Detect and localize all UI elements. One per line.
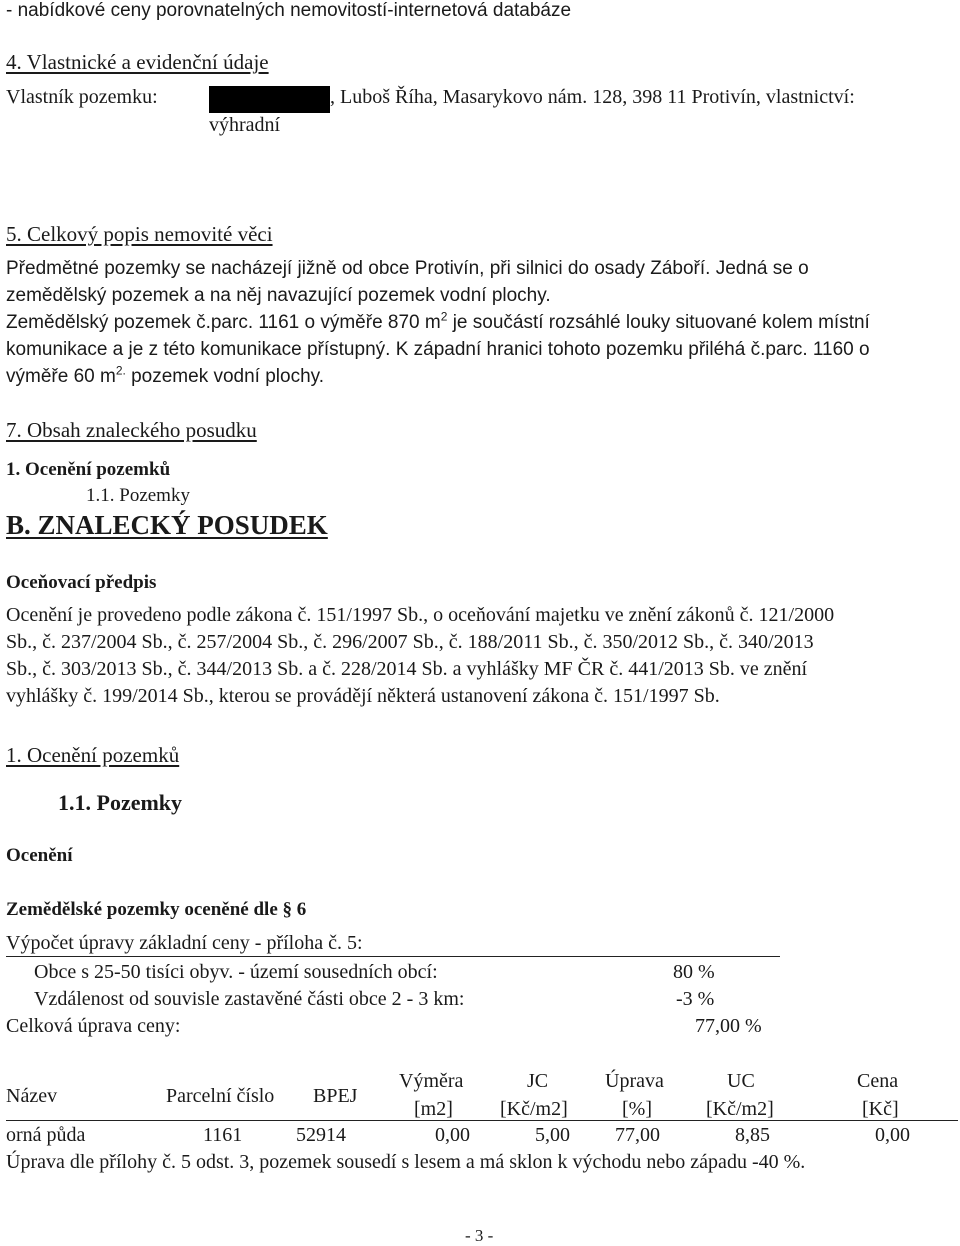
owner-text: , Luboš Říha, Masarykovo nám. 128, 398 11 Protivín, vlastnictví: (330, 86, 855, 108)
section-7-heading: 7. Obsah znaleckého posudku (6, 418, 257, 442)
part-b-heading: B. ZNALECKÝ POSUDEK (6, 510, 328, 540)
table-note: Úprava dle přílohy č. 5 odst. 3, pozemek sousedí s lesem a má sklon k východu nebo západu -40 %. (6, 1151, 806, 1173)
cell-uprava: 77,00 (615, 1124, 660, 1146)
cell-bpej: 52914 (296, 1124, 346, 1146)
col-header-uprava-unit: [%] (622, 1098, 652, 1120)
agricultural-heading: Zemědělské pozemky oceněné dle § 6 (6, 899, 307, 920)
calc-divider (6, 956, 780, 957)
col-header-jc: JC (527, 1070, 549, 1092)
cell-vymera: 0,00 (435, 1124, 470, 1146)
col-header-parcelni: Parcelní číslo (166, 1085, 275, 1107)
calc-row-2-label: Vzdálenost od souvisle zastavěné části obce 2 - 3 km: (34, 988, 465, 1010)
cell-uc: 8,85 (735, 1124, 770, 1146)
predpis-heading: Oceňovací předpis (6, 572, 157, 593)
section-5-heading: 5. Celkový popis nemovité věci (6, 222, 273, 246)
predpis-line2: Sb., č. 237/2004 Sb., č. 257/2004 Sb., č. 296/2007 Sb., č. 188/2011 Sb., č. 350/2012 Sb., č. 340/2013 (6, 631, 814, 653)
cell-nazev: orná půda (6, 1124, 86, 1146)
contents-item-1: 1. Ocenění pozemků (6, 459, 171, 480)
desc-p2-line3: výměře 60 $m^{2.}$ pozemek vodní plochy. (6, 363, 325, 387)
calc-heading: Výpočet úpravy základní ceny - příloha č. 5: (6, 932, 363, 954)
predpis-line3: Sb., č. 303/2013 Sb., č. 344/2013 Sb. a č. 228/2014 Sb. a vyhlášky MF ČR č. 441/2013 Sb. ve znění (6, 658, 808, 680)
predpis-line4: vyhlášky č. 199/2014 Sb., kterou se provádějí některá ustanovení zákona č. 151/1997 Sb. (6, 685, 720, 707)
col-header-vymera: Výměra (399, 1070, 464, 1092)
cell-jc: 5,00 (535, 1124, 570, 1146)
calc-total-value: 77,00 % (695, 1015, 762, 1037)
desc-p1-line2: zemědělský pozemek a na něj navazující pozemek vodní plochy. (6, 285, 551, 306)
owner-text-cont: výhradní (209, 114, 281, 136)
calc-row-2-value: -3 % (676, 988, 715, 1010)
col-header-uprava: Úprava (605, 1070, 664, 1092)
col-header-cena: Cena (857, 1070, 899, 1092)
section-4-heading: 4. Vlastnické a evidenční údaje (6, 50, 269, 74)
col-header-jc-unit: [Kč/m2] (500, 1098, 568, 1120)
desc-p1-line1: Předmětné pozemky se nacházejí jižně od obce Protivín, při silnici do osady Záboří. Jedná se o (6, 258, 809, 279)
desc-p2-line2: komunikace a je z této komunikace přístupný. K západní hranici tohoto pozemku přiléhá č.parc. 1160 o (6, 339, 870, 360)
desc-p2-line1: Zemědělský pozemek č.parc. 1161 o výměře 870 $m^2$ je součástí rozsáhlé louky situované kolem místní (6, 309, 870, 333)
redacted-block (209, 86, 330, 113)
col-header-uc: UC (727, 1070, 755, 1092)
col-header-cena-unit: [Kč] (862, 1098, 899, 1120)
calc-row-1-value: 80 % (673, 961, 715, 983)
owner-label: Vlastník pozemku: (6, 86, 158, 108)
col-header-vymera-unit: [m2] (414, 1098, 453, 1120)
calc-total-label: Celková úprava ceny: (6, 1015, 181, 1037)
predpis-line1: Ocenění je provedeno podle zákona č. 151/1997 Sb., o oceňování majetku ve znění zákonů č. 121/2000 (6, 604, 835, 626)
intro-line: - nabídkové ceny porovnatelných nemovitostí-internetová databáze (6, 0, 572, 21)
valuation-heading: 1. Ocenění pozemků (6, 743, 180, 767)
table-header-divider (6, 1120, 958, 1121)
cell-cena: 0,00 (875, 1124, 910, 1146)
col-header-uc-unit: [Kč/m2] (706, 1098, 774, 1120)
col-header-bpej: BPEJ (313, 1085, 358, 1107)
valuation-label: Ocenění (6, 845, 73, 866)
col-header-nazev: Název (6, 1085, 58, 1107)
calc-row-1-label: Obce s 25-50 tisíci obyv. - území sousedních obcí: (34, 961, 438, 983)
valuation-subheading: 1.1. Pozemky (58, 790, 183, 815)
page-number: - 3 - (465, 1226, 494, 1245)
contents-item-1-1: 1.1. Pozemky (86, 485, 190, 506)
cell-parcelni: 1161 (203, 1124, 243, 1146)
